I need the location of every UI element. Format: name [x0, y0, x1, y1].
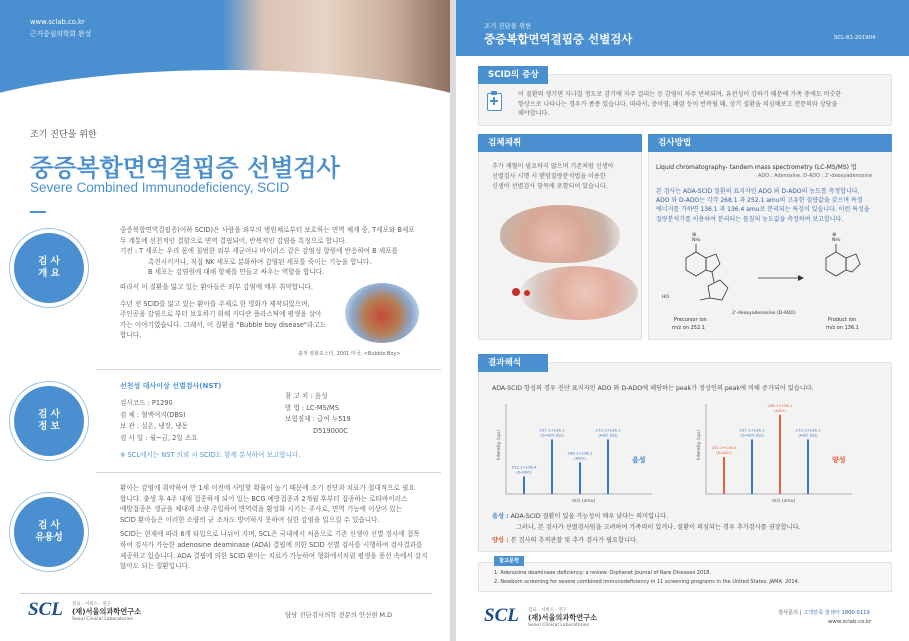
info-right-rows: 참 고 치 : 음성 방 법 : LC-MS/MS 보험점재 : 급여 누519 D519000C: [285, 392, 351, 435]
peak-label: 257.1→136.1: [539, 427, 565, 433]
footer-org-ko-right: (재)서울의과학연구소: [528, 613, 598, 622]
compound-name: 2'-deoxyadenosine (D-ADO): [732, 311, 796, 316]
right-header-subtitle: 조기 진단을 위한: [484, 22, 532, 30]
footer-line: [20, 593, 432, 594]
usefulness-label: 검 사 유용성: [14, 497, 84, 567]
page-title-en: Severe Combined Immunodeficiency, SCID: [30, 180, 290, 195]
peak-label: 268.1→136.1: [767, 402, 793, 408]
divider-1: [96, 369, 441, 370]
left-page: [0, 0, 450, 641]
right-header-title: 중증복합면역결핍증 선별검사: [484, 32, 633, 46]
fragmentation-diagram: [648, 228, 892, 338]
svg-text:HO: HO: [662, 295, 669, 300]
interp-negative: 음성 : ADA-SCID 질환이 있을 가능성이 매우 낮다는 의미입니다.: [492, 513, 668, 520]
results-intro: ADA-SCID 항성의 경우 진단 표지자인 ADO 와 D-ADO에 해당하는 peak가 정상인의 peak에 비해 증가되어 있습니다.: [492, 385, 814, 392]
peak-bar: [551, 439, 553, 494]
peak-bar: [579, 462, 581, 494]
symptoms-text: 이 질환의 생기면 지나칠 정도로 감기에 자주 걸리는 등 감염이 자주 반복되며, 유전성이 강하기 때문에 가족 중에도 비슷한 항상으로 나타나는 경우가 종종 있습니다. 따라서, 중이염, 폐렴 등이 반복될 때, 상기 질환을 의심해보고 전문의와 상담을 해야합니다.: [518, 91, 842, 118]
peak-bar: [807, 439, 809, 494]
refs-heading: 참고문헌: [494, 556, 524, 566]
method-heading: 검사방법: [648, 134, 892, 152]
peak-label: 252.1→136.4: [511, 464, 537, 470]
usefulness-text: 환아는 감염에 취약하여 만 1세 이전에 사망할 확률이 높기 때문에 조기 진단과 치료가 절대적으로 필요 합니다. 출생 후 4주 내에 접종하게 되어 있는 BCG 예방접종과 2개월 후부터 접종하는 로타바이러스 예방접종은 생균을 체내에 소량 주입하여 면역력을 활성화 시키는 주사로, 면역 기능에 이상이 있는 SCID 환아들은 이러한 소량의 균 조차도 방어하지 못하여 심한 감염을 일으킬 수 있습니다. SCID는 현재에 따라 6개 타입으로 나뉘어 지며, SCL은 국내에서 처음으로 기존 신생아 선별 검사에 접목 하여 검사가 가능한 adenosine deaminase (ADA) 결핍에 의한 SCID 선별 검사를 시행하여 검사결과를 제공하고 있습니다. ADA 결핍에 의한 SCID 환아는 치료가 가능하여 형화에서처럼 평생을 풍선 속에서 살지 않아도 되는 질환입니다.: [120, 484, 428, 571]
peak-label: (D-ADO): [516, 469, 532, 475]
precursor-mz: m/z on 252.1: [672, 325, 705, 331]
chart-neg-title: 음성: [632, 456, 646, 464]
ref-2: 2. Newborn screening for severe combined immunodeficiency in 11 screening programs in the United States. JAMA. 2014.: [494, 579, 800, 585]
footer-org-en: Seoul Clinical Laboratories: [72, 617, 134, 622]
peak-bar: [607, 439, 609, 494]
precursor-structure: [686, 244, 728, 300]
svg-text:⊕: ⊕: [832, 232, 837, 238]
footer-logo: SCL: [28, 599, 63, 620]
svg-text:NH₂: NH₂: [692, 238, 701, 243]
peak-label: (ADO (IS)): [598, 432, 618, 438]
svg-text:⊕: ⊕: [692, 232, 697, 238]
chart-pos-title: 양성: [832, 456, 846, 464]
method-abbrev: ADO : Adenosine, D-ADO : 2'-deoxyadenosine: [758, 173, 873, 179]
peak-label: (D-ADO): [716, 450, 732, 456]
collection-text: 추가 채혈이 필요하지 않으며 기존처럼 신생아 선별검사 시행 시 탠덤질량분석법을 이용한 신생아 선별검사 항목에 포함되어 있습니다.: [492, 163, 614, 190]
peak-label: 268.1→136.1: [567, 450, 593, 456]
peak-bar: [779, 415, 781, 494]
footer-author: 담당 진단검사의학 전문의 안선현 M.D: [285, 611, 393, 619]
footer-org-small-right: 진료 · 서비스 · 연구: [528, 608, 568, 613]
chart-neg-ylabel: Intensity (cps): [496, 430, 501, 460]
footer-contact: 검사문의 | 고객만족 콜센터 1800-0119: [778, 610, 870, 616]
chart-pos-ylabel: Intensity (cps): [696, 430, 701, 460]
peak-label: 273.1→136.1: [595, 427, 621, 433]
product-label: Product ion: [828, 317, 857, 323]
page-title-ko: 중증복합면역결핍증 선별검사: [30, 154, 340, 182]
collection-heading: 검체채취: [478, 134, 642, 152]
clipboard-icon: [487, 93, 502, 111]
svg-text:NH₂: NH₂: [832, 238, 841, 243]
bubble-boy-image: [345, 283, 419, 343]
footer-url[interactable]: www.sclab.co.kr: [828, 619, 872, 625]
heel-prick-photo-1: [500, 205, 620, 263]
image-caption: 출처 영화포스터, 2001 미국, <Bubble Boy>: [298, 351, 401, 357]
peak-label: (D-ADO (IS)): [540, 432, 564, 438]
peak-label: 257.1→136.1: [739, 427, 765, 433]
peak-label: 252.1→136.4: [711, 445, 737, 451]
peak-label: (ADO (IS)): [798, 432, 818, 438]
heel-prick-photo-2: [520, 266, 638, 320]
chart-pos-xlabel: m/z (amu): [772, 499, 796, 503]
divider-2: [96, 472, 441, 473]
peak-bar: [723, 457, 725, 494]
title-underline: [30, 211, 46, 213]
info-title: 선천성 대사이상 선별검사(NST): [120, 382, 222, 390]
peak-label: 273.1→136.1: [795, 427, 821, 433]
product-mz: m/z on 136.1: [826, 325, 859, 331]
peak-bar: [751, 439, 753, 494]
peak-label: (ADO): [774, 407, 786, 413]
symptoms-heading: SCID의 증상: [478, 66, 548, 84]
peak-label: (ADO): [574, 455, 586, 461]
info-note: ※ SCL에서는 NST 의뢰 시 SCID도 함께 분석하여 보고합니다.: [120, 451, 301, 459]
method-text: 본 검사는 ADA-SCID 질환의 표지자인 ADO 와 D-ADO의 농도를 측정합니다. ADO 와 D-ADO는 각각 268.1 과 252.1 amu의 고유한 질량값을 갖으며 특정 에너지를 가하면 136.1 과 136.4 amu로 분리되는 특징이 있습니다. 이런 특성을 질량분석기를 이용하여 분리되는 물질의 농도값을 측정하여 보고합니다.: [656, 188, 870, 223]
interp-positive: 양성 : 본 검사의 추적관찰 및 추가 검사가 필요합니다.: [492, 537, 638, 544]
interp-negative-2: 그러나, 본 검사가 선별검사임을 고려하여 가족력이 있거나, 질환이 의심되는 경우 추가검사를 권장합니다.: [516, 524, 801, 531]
overview-text: 중증복합면역결핍증(이하 SCID)은 사람을 외부의 병원체로부터 보호하는 면역 체계 중, T세포와 B세포 두 계통에 선천적인 결함으로 면역 결핍되어, 반복적인 감염을 특징으로 합니다. 기전 : T 세포는 우리 몸에 침범한 외부 세균이나 바이러스 같은 감염성 항원에 반응하여 B 세포를 촉진시키거나, 직접 NK 세포로 분화하여 감염된 세포를 죽이는 기능을 합니다. B 세포는 감염원에 대해 항체를 만들고 싸우는 역할을 합니다. 따라서 이 질환을 앓고 있는 환아들은 외부 감염에 매우 취약합니다. 수년 전 SCID를 앓고 있는 환아를 주제로 한 영화가 제작되었으며, 주인공을 감염으로 부터 보호하기 위해 커다란 플라스틱에 평생을 살아 가는 이야기였습니다. 그래서, 이 질환을 "Bubble boy disease"라고도 합니다.: [120, 226, 415, 340]
peak-bar: [523, 476, 525, 494]
footer-org-ko: (재)서울의과학연구소: [72, 607, 142, 616]
refs-box: [478, 562, 892, 592]
method-technique: Liquid chromatography- tandem mass spectrometry (LC-MS/MS) 법: [656, 164, 857, 171]
header-url[interactable]: www.sclab.co.kr: [30, 18, 85, 26]
footer-org-en-right: Seoul Clinical Laboratories: [528, 623, 590, 628]
doc-code: SCL-81-201904: [834, 35, 876, 41]
info-label: 검 사 정 보: [14, 386, 84, 456]
peak-label: (D-ADO (IS)): [740, 432, 764, 438]
ref-1: 1. Adenosine deaminase deficiency: a review. Orphanet Journal of Rare Diseases 2018.: [494, 570, 712, 576]
page-subtitle: 조기 진단을 위한: [30, 130, 97, 140]
product-structure: [826, 244, 860, 276]
chart-positive: [692, 398, 872, 503]
footer-org-small: 진료 · 서비스 · 연구: [72, 602, 112, 607]
results-heading: 결과해석: [478, 354, 548, 372]
right-page: [456, 0, 909, 641]
chart-negative: [492, 398, 672, 503]
info-left-rows: 검사코드 : P1290 검 체 : 혈액여지(DBS) 보 관 : 실온, 냉장, 냉동 검 사 일 : 월~금, 2일 소요: [120, 399, 198, 442]
precursor-label: Precursor ion: [674, 317, 707, 323]
footer-logo-right: SCL: [484, 605, 519, 626]
header-tagline: 근거중심의학회 완성: [30, 30, 92, 38]
chart-neg-xlabel: m/z (amu): [572, 499, 596, 503]
overview-label: 검 사 개 요: [14, 233, 84, 303]
